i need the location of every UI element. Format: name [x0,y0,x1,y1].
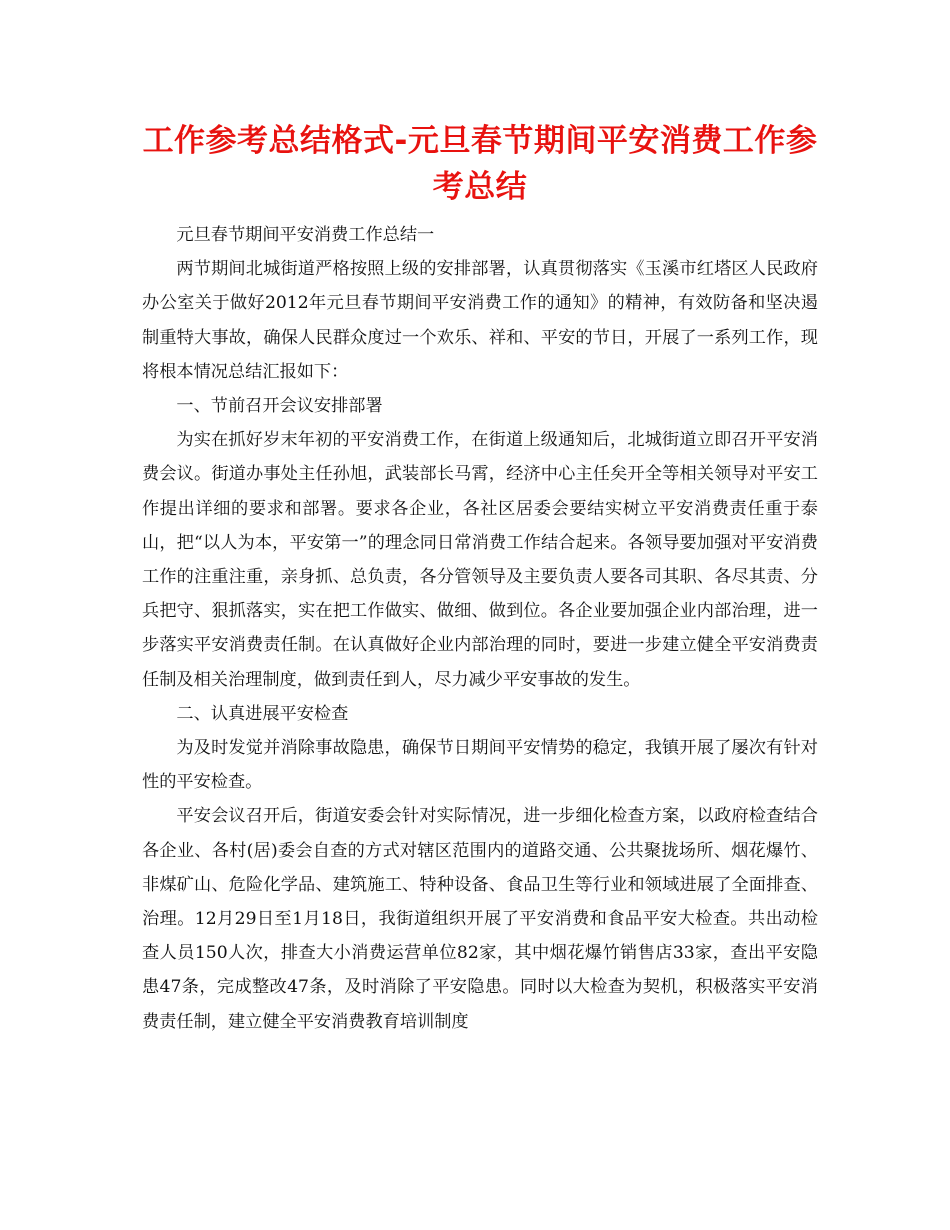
section-2-paragraph-1: 为及时发觉并消除事故隐患，确保节日期间平安情势的稳定，我镇开展了屡次有针对性的平安检查。 [142,738,818,793]
intro-paragraph: 两节期间北城街道严格按照上级的安排部署，认真贯彻落实《玉溪市红塔区人民政府办公室关于做好2012年元旦春节期间平安消费工作的通知》的精神，有效防备和坚决遏制重特大事故，确保人民群众度过一个欢乐、祥和、平安的节日，开展了一系列工作，现将根本情况总结汇报如下： [142,259,818,382]
section-2-paragraph-2: 平安会议召开后，街道安委会针对实际情况，进一步细化检查方案，以政府检查结合各企业、各村(居)委会自查的方式对辖区范围内的道路交通、公共聚拢场所、烟花爆竹、非煤矿山、危险化学品、建筑施工、特种设备、食品卫生等行业和领域进展了全面排查、治理。12月29日至1月18日，我街道组织开展了平安消费和食品平安大检查。共出动检查人员150人次，排查大小消费运营单位82家，其中烟花爆竹销售店33家，查出平安隐患47条，完成整改47条，及时消除了平安隐患。同时以大检查为契机，积极落实平安消费责任制，建立健全平安消费教育培训制度 [142,806,818,1032]
section-heading-2: 二、认真进展平安检查 [176,703,349,724]
document-title: 工作参考总结格式-元旦春节期间平安消费工作参考总结 [142,123,818,205]
document-body [142,218,818,1039]
section-heading-1: 一、节前召开会议安排部署 [176,396,383,417]
section-1-paragraph: 为实在抓好岁末年初的平安消费工作，在街道上级通知后，北城街道立即召开平安消费会议。街道办事处主任孙旭，武装部长马霄，经济中心主任矣开全等相关领导对平安工作提出详细的要求和部署。要求各企业，各社区居委会要结实树立平安消费责任重于泰山，把“以人为本，平安第一”的理念同日常消费工作结合起来。各领导要加强对平安消费工作的注重注重，亲身抓、总负责，各分管领导及主要负责人要各司其职、各尽其责、分兵把守、狠抓落实，实在把工作做实、做细、做到位。各企业要加强企业内部治理，进一步落实平安消费责任制。在认真做好企业内部治理的同时，要进一步建立健全平安消费责任制及相关治理制度，做到责任到人，尽力减少平安事故的发生。 [142,430,818,690]
subtitle-paragraph: 元旦春节期间平安消费工作总结一 [176,225,435,245]
